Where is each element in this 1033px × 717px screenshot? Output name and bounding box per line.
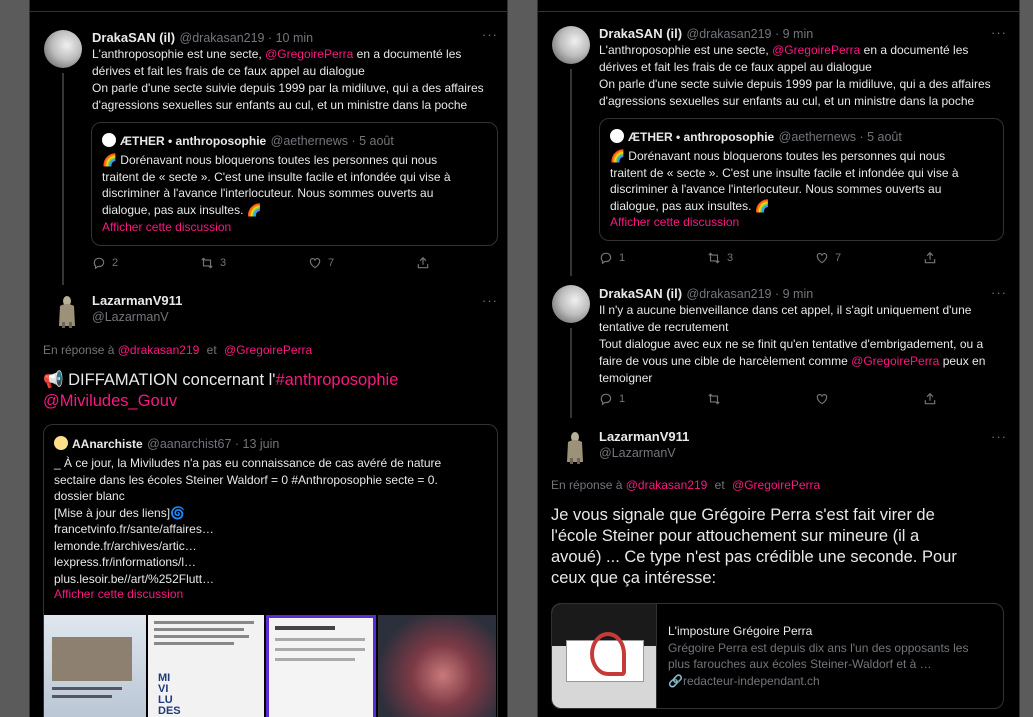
reply-mention[interactable]: @drakasan219 [625,478,708,492]
mention-link[interactable]: @Miviludes_Gouv [43,392,178,410]
text-line: tentative de recrutement [599,320,729,334]
author-handle[interactable]: @LazarmanV [599,446,676,460]
tweet-text [551,505,1011,589]
text-line: sectaire dans les écoles Steiner Waldorf = 0 #Anthroposophie secte = 0. [54,472,438,487]
link-card-desc: Grégoire Perra est depuis dix ans l'un des opposants les [668,641,969,655]
reply-mention[interactable]: @GregoirePerra [224,343,313,357]
like-icon [308,256,322,270]
author-handle[interactable]: @drakasan219 · 10 min [179,31,314,45]
link-card[interactable] [551,603,1004,709]
retweet-icon [200,256,214,270]
text-line: Tout dialogue avec eux ne se finit qu'en tentative d'embrigadement, ou a [599,337,984,351]
reply-button[interactable] [599,392,707,406]
text-line: discriminer à l'avance l'interlocuteur. Nous sommes ouverts au [610,182,942,196]
text-line: discriminer à l'avance l'interlocuteur. Nous sommes ouverts au [102,186,434,200]
tweet-actions [599,251,1020,265]
link-card-desc: plus farouches aux écoles Steiner-Waldorf et à … [668,657,932,671]
media-image-miviludes[interactable] [148,615,264,717]
thread-line [570,328,572,418]
tweet-header [599,285,813,303]
reply-count: 1 [619,393,626,405]
tweet-text [92,46,508,114]
media-grid [44,615,497,717]
author-name[interactable]: DrakaSAN (il) [92,30,176,45]
quote-header [54,435,279,453]
hashtag-link[interactable]: #anthroposophie [275,371,399,389]
link-line[interactable]: lemonde.fr/archives/artic… [54,538,197,553]
quote-author: ÆTHER • anthroposophie [628,130,775,144]
quote-text [102,152,492,218]
quote-header [102,132,394,150]
text-line: d'agressions sexuelles sur enfants au cul, et un ministre dans la poche [92,98,468,112]
text-line: l'école Steiner pour attouchement sur mineure (il a [551,527,920,545]
avatar-lazarman[interactable] [48,292,86,330]
link-card-domain-text: redacteur-independant.ch [682,674,820,688]
reply-count: 1 [619,252,626,264]
like-button[interactable] [815,392,923,406]
quote-author: ÆTHER • anthroposophie [120,134,267,148]
link-card-domain [668,673,998,689]
reply-mention[interactable]: @drakasan219 [117,343,200,357]
link-line[interactable]: francetvinfo.fr/sante/affaires… [54,522,214,536]
link-line[interactable]: lexpress.fr/informations/l… [54,555,197,569]
text-line: traitent de « secte ». C'est une insulte facile et infondée qui vise à [610,165,959,180]
author-handle[interactable]: @drakasan219 · 9 min [686,287,814,301]
tweet-text [43,370,483,412]
quote-avatar [610,129,624,143]
text-segment: en a documenté les [353,47,462,61]
text-line: avoué) ... Ce type n'est pas crédible une seconde. Pour [551,548,957,566]
reply-context [551,478,820,492]
show-thread-link[interactable]: Afficher cette discussion [610,215,740,229]
text-line: temoigner [599,371,653,385]
text-line: [Mise à jour des liens]🌀 [54,505,185,520]
quoted-tweet[interactable] [43,424,498,717]
quoted-tweet[interactable] [599,118,1004,241]
reply-prefix: En réponse à [43,343,115,357]
tweet-text [599,302,1019,387]
more-icon[interactable]: ··· [991,285,1007,300]
text-line: 🌈 Dorénavant nous bloquerons toutes les personnes qui nous [102,153,438,167]
link-card-title: L'imposture Grégoire Perra [668,624,813,638]
quote-handle: @aethernews · 5 août [778,130,902,144]
retweet-icon [707,251,721,265]
reply-and: et [206,343,217,357]
author-handle[interactable]: @LazarmanV [92,310,169,324]
text-segment: peux en [939,354,986,368]
miviludes-logo: MI VI LU DES [158,672,181,717]
thread-line [62,73,64,285]
top-divider [538,11,1019,12]
tweet-actions [599,392,1020,406]
text-line: dérives et fait les frais de ce faux appel au dialogue [92,64,365,78]
like-icon [815,251,829,265]
reply-and: et [714,478,725,492]
media-image-screenshot[interactable] [266,615,376,717]
author-handle[interactable]: @drakasan219 · 9 min [686,27,814,41]
like-count: 7 [328,257,335,269]
quote-handle: @aanarchist67 · 13 juin [147,437,280,451]
text-line: d'agressions sexuelles sur enfants au cul, et un ministre dans la poche [599,94,975,108]
text-line: On parle d'une secte suivie depuis 1999 par la midiluve, qui a des affaires [92,81,484,95]
text-line: 🌈 Dorénavant nous bloquerons toutes les personnes qui nous [610,149,946,163]
author-name[interactable]: DrakaSAN (il) [599,286,683,301]
text-segment: 📢 DIFFAMATION concernant l' [43,371,276,389]
more-icon[interactable]: ··· [482,27,498,42]
text-line: dialogue, pas aux insultes. 🌈 [610,198,770,213]
avatar-drakasan[interactable] [552,26,590,64]
retweet-button[interactable] [707,251,815,265]
retweet-count: 3 [220,257,227,269]
text-segment: L'anthroposophie est une secte, [599,43,773,57]
show-thread-link[interactable]: Afficher cette discussion [54,587,184,601]
avatar-drakasan[interactable] [552,285,590,323]
share-icon [923,251,937,265]
reply-button[interactable] [92,256,200,270]
share-icon [416,256,430,270]
retweet-button[interactable] [200,256,308,270]
text-line: Il n'y a aucune bienveillance dans cet appel, il s'agit uniquement d'une [599,303,972,317]
share-icon [923,392,937,406]
author-name[interactable]: DrakaSAN (il) [599,26,683,41]
text-line: Je vous signale que Grégoire Perra s'est fait virer de [551,506,935,524]
quote-header [610,128,902,146]
tweet-text [599,42,1019,110]
link-card-text [668,624,998,689]
reply-count: 2 [112,257,119,269]
reply-button[interactable] [599,251,707,265]
reply-icon [599,392,613,406]
more-icon[interactable]: ··· [991,25,1007,40]
text-line: dialogue, pas aux insultes. 🌈 [102,202,262,217]
avatar-drakasan[interactable] [44,30,82,68]
show-thread-link[interactable]: Afficher cette discussion [102,220,232,234]
quoted-tweet[interactable] [91,122,498,246]
share-button[interactable] [923,251,1020,265]
text-line: On parle d'une secte suivie depuis 1999 par la midiluve, qui a des affaires [599,77,991,91]
mention-link[interactable]: @GregoirePerra [851,354,940,368]
retweet-button[interactable] [707,392,815,406]
author-name[interactable]: LazarmanV911 [599,429,690,444]
top-divider [30,11,507,12]
text-line: traitent de « secte ». C'est une insulte facile et infondée qui vise à [102,169,451,184]
text-segment: faire de vous une cible de harcèlement comme [599,354,852,368]
more-icon[interactable]: ··· [991,429,1007,444]
reply-icon [599,251,613,265]
like-count: 7 [835,252,842,264]
reply-icon [92,256,106,270]
quote-handle: @aethernews · 5 août [270,134,394,148]
mention-link[interactable]: @GregoirePerra [265,47,354,61]
left-thread-panel [29,0,508,717]
text-line: dérives et fait les frais de ce faux appel au dialogue [599,60,872,74]
quote-avatar [102,133,116,147]
reply-prefix: En réponse à [551,478,623,492]
quote-avatar [54,436,68,450]
tweet-header [599,429,689,460]
media-image-article[interactable] [44,615,146,717]
text-line: ceux que ça intéresse: [551,569,717,587]
mention-link[interactable]: @GregoirePerra [772,43,861,57]
text-segment: en a documenté les [860,43,969,57]
quote-text [54,455,494,587]
tweet-header [92,293,182,324]
tweet-header [599,25,813,43]
link-icon: 🔗 [668,674,683,688]
text-line: _ À ce jour, la Miviludes n'a pas eu connaissance de cas avéré de nature [54,456,442,470]
retweet-count: 3 [727,252,734,264]
text-line: dossier blanc [54,489,125,503]
like-button[interactable] [815,251,923,265]
reply-mention[interactable]: @GregoirePerra [732,478,821,492]
share-button[interactable] [923,392,1020,406]
tweet-actions [92,256,508,270]
text-segment: L'anthroposophie est une secte, [92,47,266,61]
more-icon[interactable]: ··· [482,293,498,308]
tweet-header [92,29,313,47]
like-button[interactable] [308,256,416,270]
quote-text [610,148,1000,214]
avatar-lazarman[interactable] [556,428,594,466]
media-image-figure[interactable] [378,615,496,717]
thread-line [570,69,572,276]
reply-context [43,343,312,357]
author-name[interactable]: LazarmanV911 [92,293,183,308]
quote-author: AAnarchiste [72,437,143,451]
link-card-image [552,604,657,708]
retweet-icon [707,392,721,406]
right-thread-panel [537,0,1020,717]
link-line[interactable]: plus.lesoir.be//art/%252Flutt… [54,571,215,586]
like-icon [815,392,829,406]
share-button[interactable] [416,256,508,270]
